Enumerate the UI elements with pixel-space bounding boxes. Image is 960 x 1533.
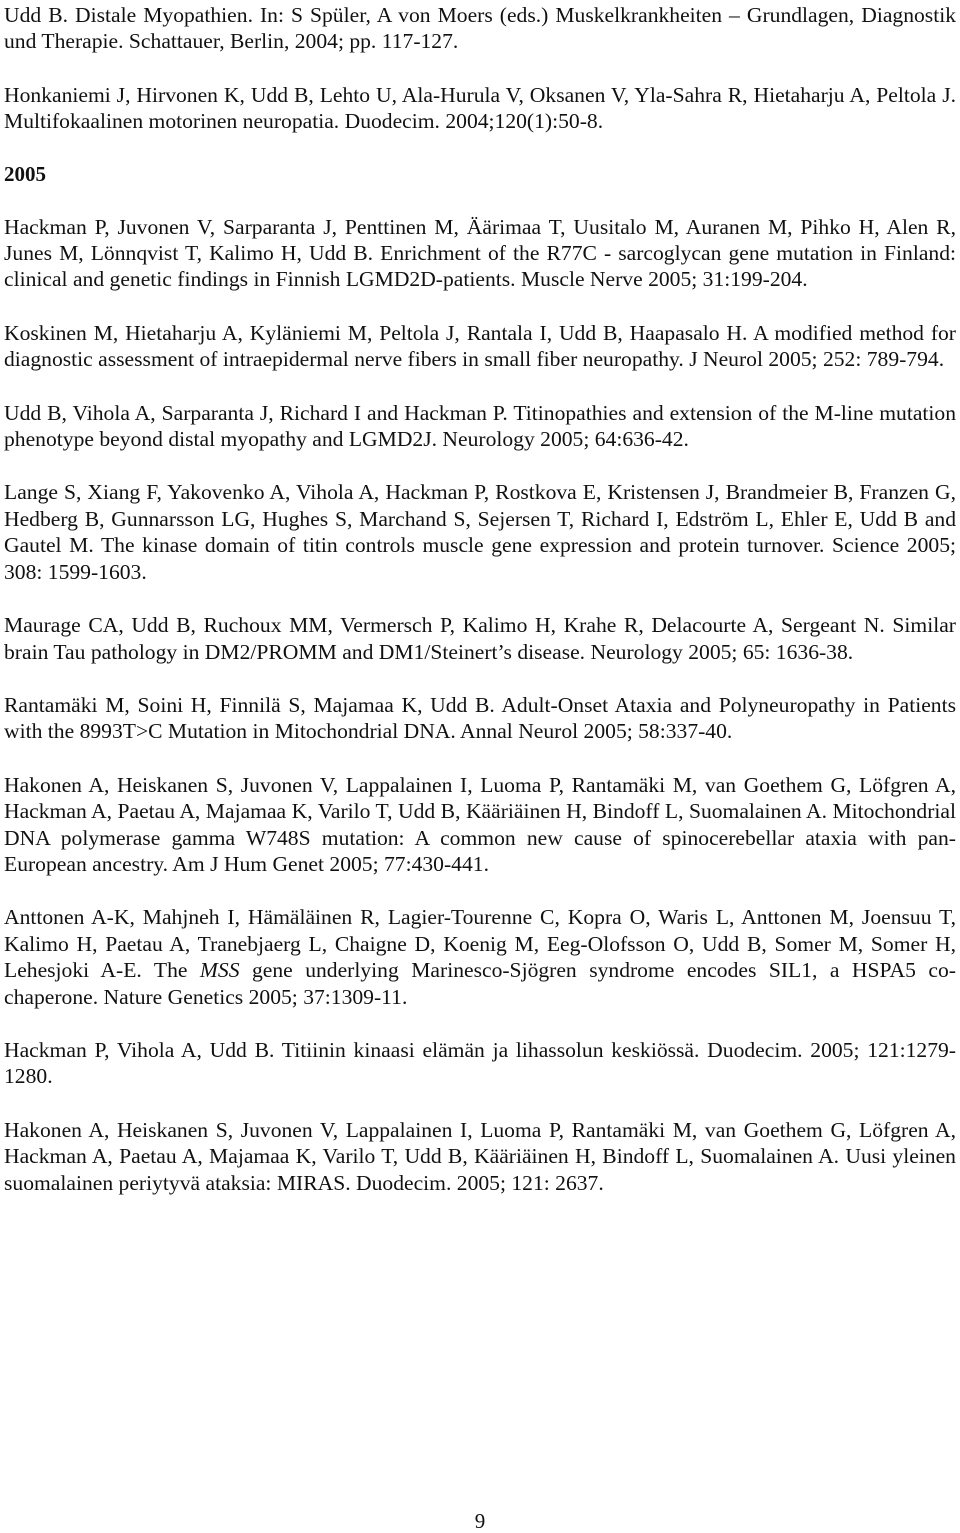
reference-entry xyxy=(4,214,956,293)
reference-authors: Hakonen A, Heiskanen S, Juvonen V, Lappalainen I, Luoma P, Rantamäki M, van Goethem G, Löfgren A, Hackman A, Paetau A, Majamaa K, Varilo T, Udd B, Kääriäinen H, Bindoff L, Suomalainen A. xyxy=(4,772,956,824)
reference-authors: Honkaniemi J, Hirvonen K, Udd B, Lehto U, Ala-Hurula V, Oksanen V, Yla-Sahra R, Hietaharju A, Peltola J. xyxy=(4,82,956,107)
reference-authors: Hackman P, Vihola A, Udd B. xyxy=(4,1037,282,1062)
reference-title-prefix: The xyxy=(153,958,200,983)
reference-entry xyxy=(4,400,956,453)
reference-title: Titiinin kinaasi elämän ja lihassolun keskiössä. Duodecim. 2005; 121:1279-1280. xyxy=(4,1037,956,1089)
reference-authors: Anttonen A-K, Mahjneh I, Hämäläinen R, Lagier-Tourenne C, Kopra O, Waris L, Anttonen M, Joensuu T, Kalimo H, Paetau A, Tranebjaerg L, Chaigne D, Koenig M, Eeg-Olofsson O, Udd B, Somer M, Somer H, Lehesjoki A-E. xyxy=(4,905,956,983)
reference-title: gene underlying Marinesco-Sjögren syndrome encodes SIL1, a HSPA5 co-chaperone. Nature Genetics 2005; 37:1309-11. xyxy=(4,958,956,1009)
reference-entry xyxy=(4,1037,956,1090)
document-page xyxy=(4,0,956,1223)
reference-entry xyxy=(4,904,956,1010)
reference-authors: Maurage CA, Udd B, Ruchoux MM, Vermersch P, Kalimo H, Krahe R, Delacourte A, Sergeant N. xyxy=(4,613,893,638)
reference-authors: Hackman P, Juvonen V, Sarparanta J, Penttinen M, Äärimaa T, Uusitalo M, Auranen M, Pihko H, Alen R, Junes M, Lönnqvist T, Kalimo H, Udd B. xyxy=(4,214,956,266)
reference-title: Mitochondrial DNA polymerase gamma W748S mutation: A common new cause of spinocerebellar ataxia with pan-European ancestry. Am J Hum Genet 2005; 77:430-441. xyxy=(4,799,956,876)
page-number: 9 xyxy=(474,1509,486,1533)
year-heading: 2005 xyxy=(4,161,46,186)
reference-title: Enrichment of the R77C - sarcoglycan gene mutation in Finland: clinical and genetic findings in Finnish LGMD2D-patients. Muscle Nerve 2005; 31:199-204. xyxy=(4,241,956,292)
reference-title: Distale Myopathien. In: S Spüler, A von Moers (eds.) Muskelkrankheiten – Grundlagen, Diagnostik und Therapie. Schattauer, Berlin, 2004; pp. 117-127. xyxy=(4,3,956,54)
reference-title: The kinase domain of titin controls muscle gene expression and protein turnover. Science 2005; 308: 1599-1603. xyxy=(4,533,956,584)
reference-title: Adult-Onset Ataxia and Polyneuropathy in Patients with the 8993T>C Mutation in Mitochondrial DNA. Annal Neurol 2005; 58:337-40. xyxy=(4,692,956,744)
reference-entry xyxy=(4,772,956,878)
reference-authors: Udd B. xyxy=(4,3,76,27)
reference-entry xyxy=(4,1117,956,1196)
reference-entry xyxy=(4,692,956,745)
reference-authors: Udd B, Vihola A, Sarparanta J, Richard I and Hackman P. xyxy=(4,400,514,425)
reference-title: Similar brain Tau pathology in DM2/PROMM and DM1/Steinert’s disease. Neurology 2005; 65: 1636-38. xyxy=(4,613,956,664)
reference-authors: Lange S, Xiang F, Yakovenko A, Vihola A, Hackman P, Rostkova E, Kristensen J, Brandmeier B, Franzen G, Hedberg B, Gunnarsson LG, Hughes S, Marchand S, Sejersen T, Richard I, Edström L, Ehler E, Udd B and Gautel M. xyxy=(4,480,956,558)
reference-entry xyxy=(4,2,956,55)
reference-entry xyxy=(4,320,956,373)
reference-title: A modified method for diagnostic assessment of intraepidermal nerve fibers in small fiber neuropathy. J Neurol 2005; 252: 789-794. xyxy=(4,320,956,372)
reference-title: Uusi yleinen suomalainen periytyvä ataksia: MIRAS. Duodecim. 2005; 121: 2637. xyxy=(4,1144,956,1195)
reference-entry xyxy=(4,82,956,135)
reference-authors: Rantamäki M, Soini H, Finnilä S, Majamaa K, Udd B. xyxy=(4,692,502,717)
reference-authors: Koskinen M, Hietaharju A, Kyläniemi M, Peltola J, Rantala I, Udd B, Haapasalo H. xyxy=(4,320,754,345)
reference-entry xyxy=(4,479,956,585)
reference-title: Titinopathies and extension of the M-line mutation phenotype beyond distal myopathy and LGMD2J. Neurology 2005; 64:636-42. xyxy=(4,400,956,452)
reference-entry xyxy=(4,612,956,665)
reference-authors: Hakonen A, Heiskanen S, Juvonen V, Lappalainen I, Luoma P, Rantamäki M, van Goethem G, Löfgren A, Hackman A, Paetau A, Majamaa K, Varilo T, Udd B, Kääriäinen H, Bindoff L, Suomalainen A. xyxy=(4,1117,956,1169)
gene-name-italic: MSS xyxy=(199,958,240,983)
reference-title: Multifokaalinen motorinen neuropatia. Duodecim. 2004;120(1):50-8. xyxy=(4,109,604,134)
